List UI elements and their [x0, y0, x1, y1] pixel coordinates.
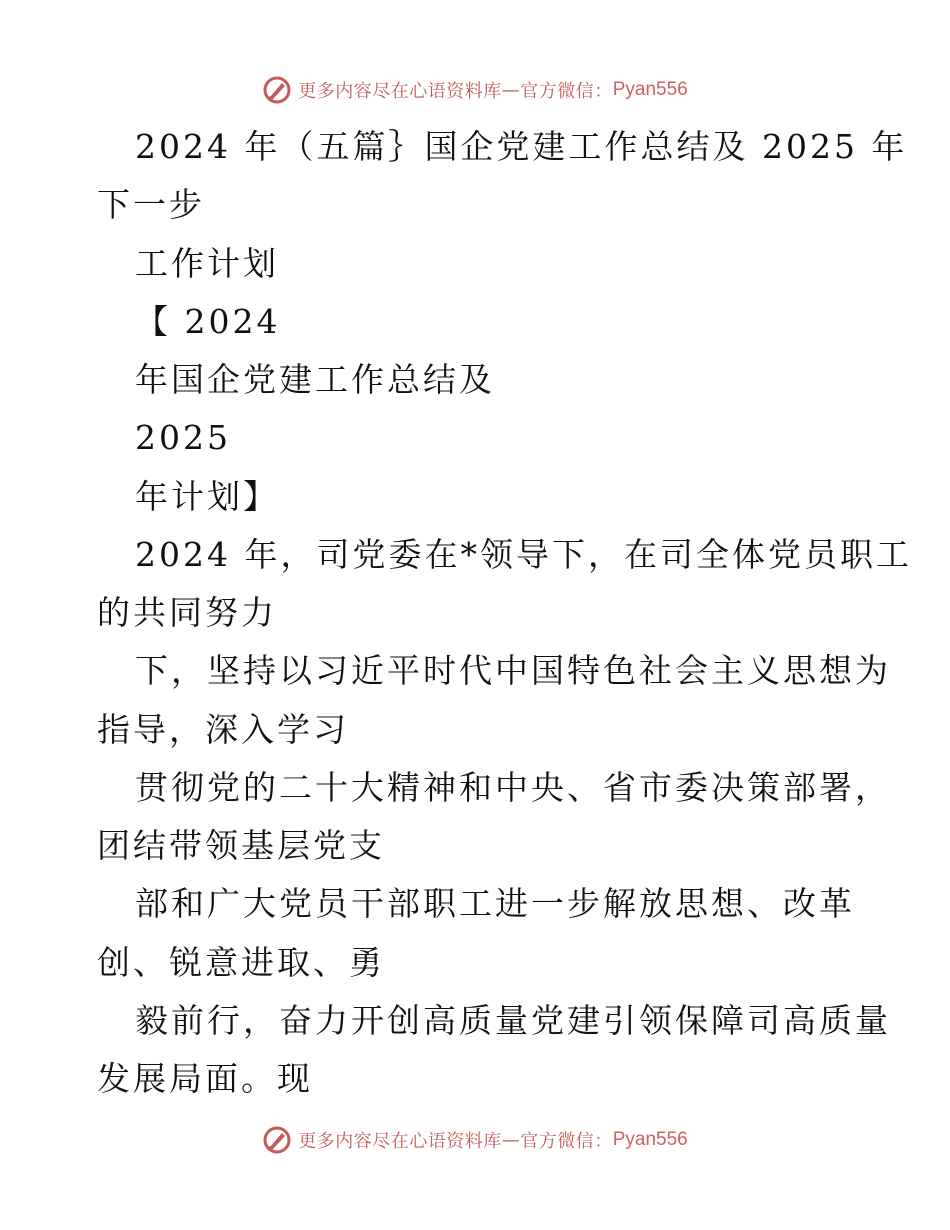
watermark-separator: —: [501, 1129, 521, 1151]
text-line: 毅前行，奋力开创高质量党建引领保障司高质量: [135, 1001, 891, 1040]
text-line: 贯彻党的二十大精神和中央、省市委决策部署，: [135, 768, 891, 807]
text-line: 部和广大党员干部职工进一步解放思想、改革: [135, 884, 855, 923]
watermark-text: 更多内容尽在心语资料库: [298, 1131, 502, 1152]
text-line: 团结带领基层党支: [97, 826, 385, 865]
watermark-separator: —: [501, 79, 521, 101]
watermark-contact-label: 官方微信：: [520, 1131, 613, 1152]
text-line: 下，坚持以习近平时代中国特色社会主义思想为: [135, 651, 891, 690]
pen-logo-icon: [262, 1125, 292, 1155]
watermark-contact-label: 官方微信：: [520, 81, 613, 102]
footer-watermark: [0, 1120, 950, 1160]
text-line: 2025: [135, 418, 231, 457]
text-line: 创、锐意进取、勇: [97, 943, 385, 982]
text-line: 下一步: [97, 185, 205, 224]
text-line: 的共同努力: [97, 593, 277, 632]
watermark-contact-id: Pyan556: [612, 79, 688, 100]
text-line: 年国企党建工作总结及: [135, 360, 495, 399]
watermark-contact-id: Pyan556: [612, 1129, 688, 1150]
text-line: 2024 年，司党委在*领导下，在司全体党员职工: [135, 535, 912, 574]
text-line: 工作计划: [135, 244, 279, 283]
text-line: 2024 年（五篇｝国企党建工作总结及 2025 年: [135, 127, 908, 166]
text-line: 【 2024: [135, 302, 281, 341]
text-line: 年计划】: [135, 477, 279, 516]
text-line: 发展局面。现: [97, 1059, 313, 1098]
watermark-text: 更多内容尽在心语资料库: [298, 81, 502, 102]
text-line: 指导，深入学习: [97, 710, 349, 749]
